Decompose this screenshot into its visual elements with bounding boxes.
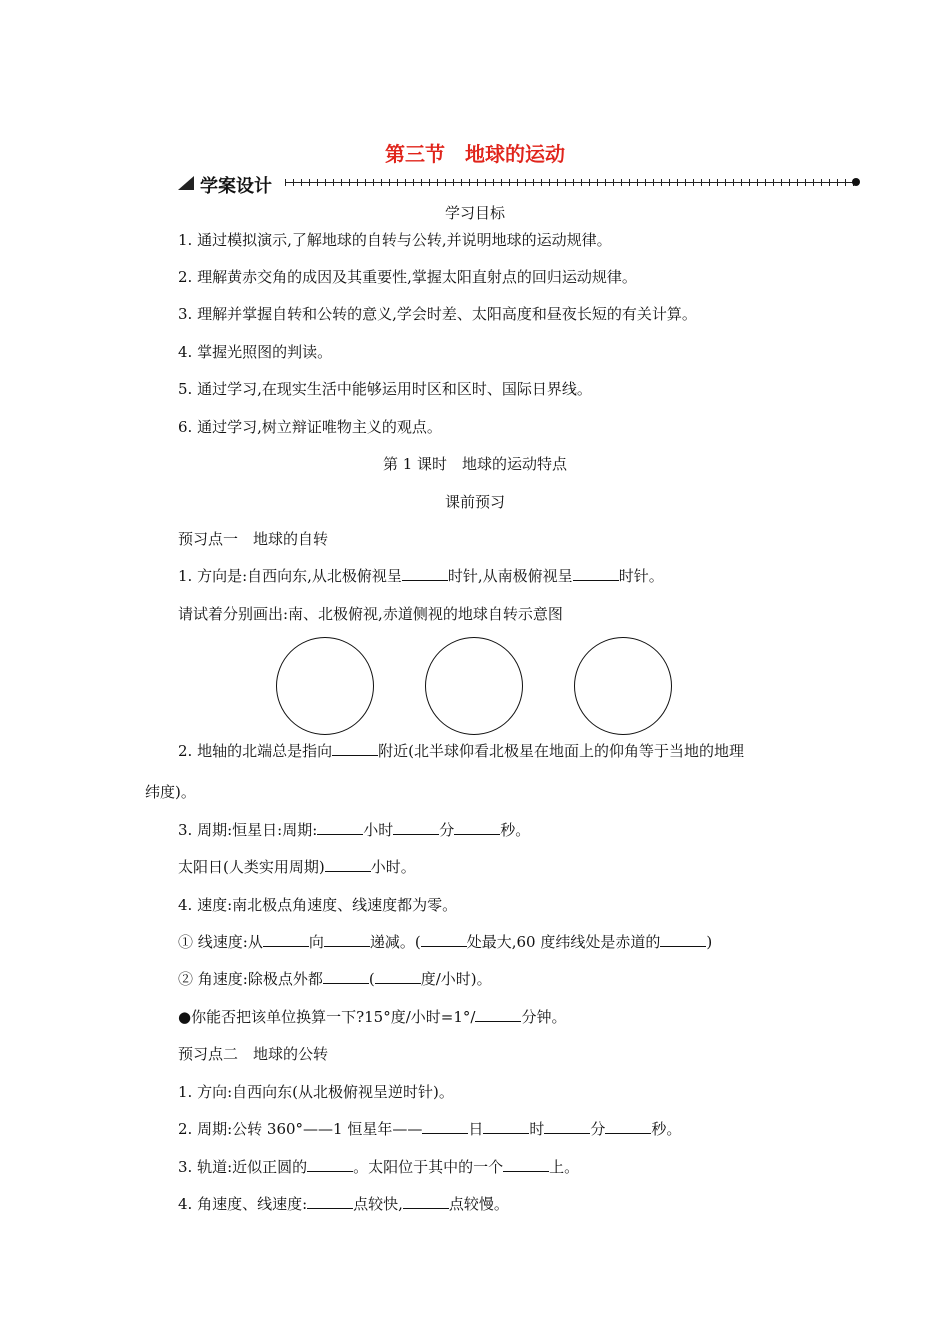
question-angular-speed	[178, 968, 492, 989]
question-text: ●你能否把该单位换算一下?15°度/小时=1°/	[178, 1008, 476, 1026]
draw-prompt: 请试着分别画出:南、北极俯视,赤道侧视的地球自转示意图	[178, 605, 563, 623]
question-text: 度/小时)。	[420, 970, 492, 988]
question-text: (	[368, 970, 375, 988]
south-pole-drawing-circle[interactable]	[425, 637, 523, 735]
question-text: 点较快,	[353, 1195, 403, 1213]
question-text: 时	[529, 1120, 545, 1138]
question-orbit-speed	[178, 1193, 509, 1214]
objective-item: 6. 通过学习,树立辩证唯物主义的观点。	[178, 418, 442, 436]
question-text: 2. 地轴的北端总是指向	[178, 742, 333, 760]
question-solar-day	[178, 856, 416, 877]
question-text: 小时。	[370, 858, 416, 876]
answer-blank[interactable]	[324, 932, 370, 947]
answer-blank[interactable]	[263, 932, 309, 947]
question-text: 时针,从南极俯视呈	[447, 567, 573, 585]
question-unit-conversion	[178, 1006, 566, 1027]
question-speed: 4. 速度:南北极点角速度、线速度都为零。	[178, 896, 458, 914]
question-period	[178, 819, 530, 840]
banner-ticks	[285, 179, 855, 186]
answer-blank[interactable]	[475, 1007, 521, 1022]
question-revolution-direction: 1. 方向:自西向东(从北极俯视呈逆时针)。	[178, 1083, 454, 1101]
question-linear-speed	[178, 931, 712, 952]
question-text: 小时	[363, 821, 394, 839]
answer-blank[interactable]	[403, 1194, 449, 1209]
lesson-heading: 第 1 课时 地球的运动特点	[382, 455, 568, 473]
question-text: 向	[308, 933, 324, 951]
point2-heading: 预习点二 地球的公转	[178, 1045, 329, 1063]
question-text: ① 线速度:从	[178, 933, 263, 951]
question-orbit	[178, 1156, 579, 1177]
answer-blank[interactable]	[323, 969, 369, 984]
question-axis	[178, 740, 744, 761]
answer-blank[interactable]	[454, 820, 500, 835]
objective-item: 1. 通过模拟演示,了解地球的自转与公转,并说明地球的运动规律。	[178, 231, 612, 249]
answer-blank[interactable]	[402, 566, 448, 581]
answer-blank[interactable]	[503, 1157, 549, 1172]
question-text: 附近(北半球仰看北极星在地面上的仰角等于当地的地理	[378, 742, 744, 760]
question-text: 太阳日(人类实用周期)	[178, 858, 325, 876]
lesson-subheading: 课前预习	[444, 493, 505, 511]
answer-blank[interactable]	[421, 932, 467, 947]
answer-blank[interactable]	[483, 1119, 529, 1134]
answer-blank[interactable]	[307, 1157, 353, 1172]
north-pole-drawing-circle[interactable]	[276, 637, 374, 735]
question-text: 点较慢。	[448, 1195, 509, 1213]
question-text: ② 角速度:除极点外都	[178, 970, 323, 988]
question-text: )	[706, 933, 713, 951]
question-text: 3. 周期:恒星日:周期:	[178, 821, 318, 839]
banner-label: 学案设计	[200, 176, 272, 197]
question-text: 递减。(	[369, 933, 421, 951]
question-text: 分	[590, 1120, 606, 1138]
answer-blank[interactable]	[325, 857, 371, 872]
answer-blank[interactable]	[375, 969, 421, 984]
question-text: 。太阳位于其中的一个	[353, 1158, 504, 1176]
question-text: 时针。	[618, 567, 664, 585]
triangle-icon	[178, 176, 194, 190]
question-direction	[178, 565, 664, 586]
question-text: 分钟。	[521, 1008, 567, 1026]
answer-blank[interactable]	[422, 1119, 468, 1134]
answer-blank[interactable]	[605, 1119, 651, 1134]
answer-blank[interactable]	[393, 820, 439, 835]
objective-item: 3. 理解并掌握自转和公转的意义,学会时差、太阳高度和昼夜长短的有关计算。	[178, 305, 697, 323]
question-text: 4. 角速度、线速度:	[178, 1195, 308, 1213]
question-text: 1. 方向是:自西向东,从北极俯视呈	[178, 567, 402, 585]
page-title: 第三节 地球的运动	[385, 142, 565, 166]
objective-item: 2. 理解黄赤交角的成因及其重要性,掌握太阳直射点的回归运动规律。	[178, 268, 637, 286]
question-text: 3. 轨道:近似正圆的	[178, 1158, 308, 1176]
question-text: 秒。	[651, 1120, 682, 1138]
question-revolution-period	[178, 1118, 681, 1139]
objective-item: 4. 掌握光照图的判读。	[178, 343, 333, 361]
point1-heading: 预习点一 地球的自转	[178, 530, 329, 548]
answer-blank[interactable]	[332, 741, 378, 756]
question-text: 日	[468, 1120, 484, 1138]
answer-blank[interactable]	[544, 1119, 590, 1134]
objective-item: 5. 通过学习,在现实生活中能够运用时区和区时、国际日界线。	[178, 380, 592, 398]
answer-blank[interactable]	[660, 932, 706, 947]
objectives-heading: 学习目标	[444, 204, 505, 222]
answer-blank[interactable]	[573, 566, 619, 581]
question-text: 2. 周期:公转 360°——1 恒星年——	[178, 1120, 423, 1138]
question-text: 分	[439, 821, 455, 839]
answer-blank[interactable]	[317, 820, 363, 835]
question-axis-cont: 纬度)。	[145, 783, 196, 801]
question-text: 处最大,60 度纬线处是赤道的	[466, 933, 661, 951]
section-banner	[178, 172, 862, 197]
question-text: 秒。	[500, 821, 531, 839]
equator-drawing-circle[interactable]	[574, 637, 672, 735]
drawing-circles	[276, 637, 676, 737]
question-text: 上。	[549, 1158, 580, 1176]
bullet-dot-icon	[852, 178, 860, 186]
answer-blank[interactable]	[307, 1194, 353, 1209]
